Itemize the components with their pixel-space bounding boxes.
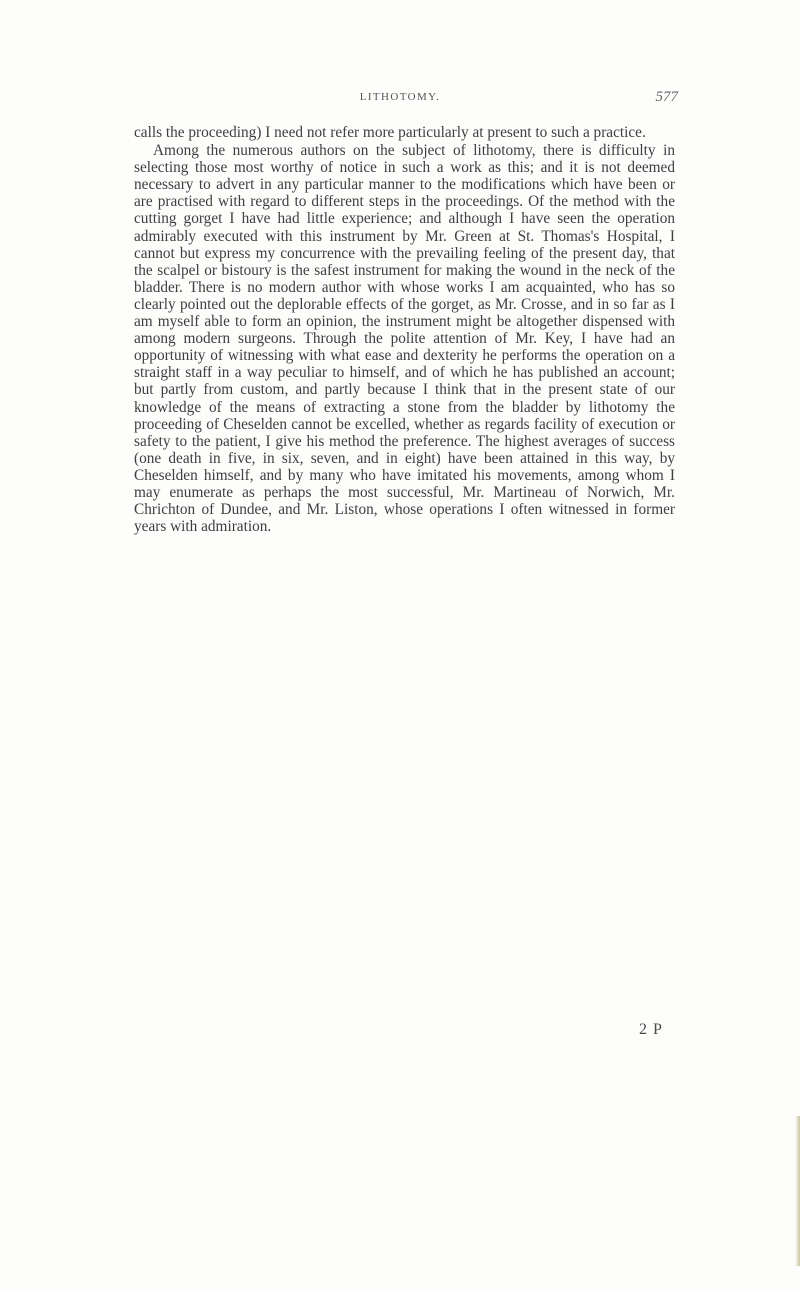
paragraph: Among the numerous authors on the subject of lithotomy, there is difficulty in selecting those most worthy of notice in such a work as this; and it is not deemed necessary to advert in any particular manner to the modifications which have been or are practised with regard to different steps in the proceedings. Of the method with the cutting gorget I have had little experience; and although I have seen the operation admirably executed with this instrument by Mr. Green at St. Thomas's Hospital, I cannot but express my concurrence with the prevailing feeling of the present day, that the scalpel or bistoury is the safest instrument for making the wound in the neck of the bladder. There is no modern author with whose works I am acquainted, who has so clearly pointed out the deplorable effects of the gorget, as Mr. Crosse, and in so far as I am myself able to form an opinion, the instrument might be altogether dispensed with among modern surgeons. Through the polite attention of Mr. Key, I have had an opportunity of witnessing with what ease and dexterity he performs the operation on a straight staff in a way peculiar to himself, and of which he has published an account; but partly from custom, and partly because I think that in the present state of our knowledge of the means of extracting a stone from the bladder by lithotomy the proceeding of Cheselden cannot be excelled, whether as regards facility of execution or safety to the patient, I give his method the preference. The highest averages of success (one death in five, in six, seven, and in eight) have been attained in this way, by Cheselden himself, and by many who have imitated his movements, among whom I may enumerate as perhaps the most successful, Mr. Martineau of Norwich, Mr. Chrichton of Dundee, and Mr. Liston, whose operations I often witnessed in former years with admiration. bbox=[134, 142, 675, 536]
page-edge-stain bbox=[795, 1116, 800, 1266]
page-number: 577 bbox=[655, 89, 678, 105]
signature-mark: 2 P bbox=[639, 1021, 663, 1038]
running-title: LITHOTOMY. bbox=[359, 91, 441, 103]
paragraph-continuation: calls the proceeding) I need not refer more particularly at present to such a practice. bbox=[134, 124, 646, 141]
body-text bbox=[134, 124, 675, 535]
running-head bbox=[0, 88, 800, 108]
